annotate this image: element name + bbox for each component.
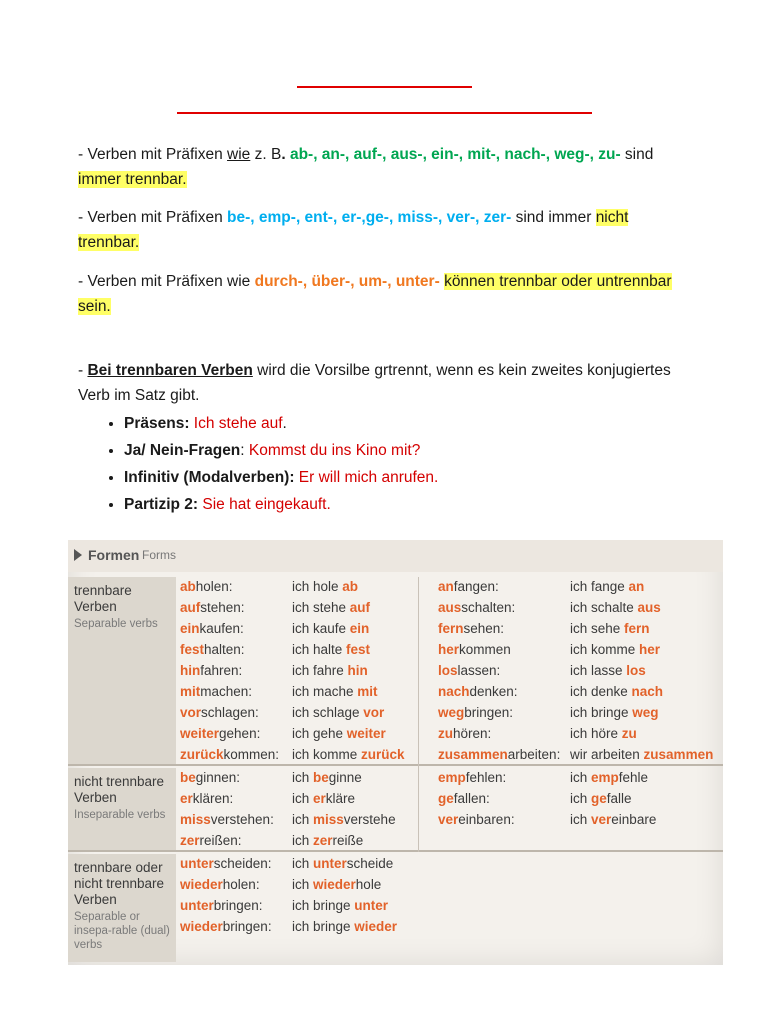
- verb-left: zerreißen:: [180, 833, 242, 848]
- conjugation-left: ich hole ab: [292, 579, 359, 594]
- conjugation-left: ich beginne: [292, 770, 362, 785]
- verb-right: zusammenarbeiten:: [438, 747, 561, 762]
- verb-left: vorschlagen:: [180, 705, 259, 720]
- title-line-short: [297, 86, 472, 88]
- verb-right: nachdenken:: [438, 684, 518, 699]
- highlight-never-separable: nicht trennbar.: [78, 209, 629, 251]
- verb-right: herkommen: [438, 642, 511, 657]
- conjugation-right: ich fange an: [570, 579, 645, 594]
- verb-right: gefallen:: [438, 791, 490, 806]
- separable-intro: - Bei trennbaren Verben wird die Vorsilbe grtrennt, wenn es kein zweites konjugiertes Verb im Satz gibt.: [78, 362, 671, 404]
- conjugation-right: ich empfehle: [570, 770, 649, 785]
- conjugation-right: ich sehe fern: [570, 621, 650, 636]
- bullet-infinitive: • Infinitiv (Modalverben): Er will mich anrufen.: [124, 464, 684, 491]
- bullet-questions: • Ja/ Nein-Fragen: Kommst du ins Kino mit?: [124, 437, 684, 464]
- conjugation-right: ich komme her: [570, 642, 661, 657]
- conjugation-right: ich bringe weg: [570, 705, 659, 720]
- section-divider: [68, 850, 723, 852]
- verb-left: mitmachen:: [180, 684, 253, 699]
- verb-right: fernsehen:: [438, 621, 505, 636]
- verb-left: beginnen:: [180, 770, 241, 785]
- column-divider: [418, 577, 419, 852]
- table-subtitle: Forms: [142, 548, 176, 562]
- verb-left: zurückkommen:: [180, 747, 280, 762]
- conjugation-left: ich stehe auf: [292, 600, 371, 615]
- section-divider: [68, 764, 723, 766]
- section-label: trennbare Verben Separable verbs: [68, 577, 176, 765]
- bullet-praesens: • Präsens: Ich stehe auf.: [124, 410, 684, 437]
- highlight-dual: können trennbar oder untrennbar sein.: [78, 273, 672, 315]
- table-header: [68, 540, 723, 572]
- section-label: nicht trennbare Verben Inseparable verbs: [68, 768, 176, 852]
- conjugation-left: ich kaufe ein: [292, 621, 370, 636]
- conjugation-left: ich gehe weiter: [292, 726, 386, 741]
- conjugation-right: ich denke nach: [570, 684, 664, 699]
- verb-left: weitergehen:: [180, 726, 261, 741]
- conjugation-left: ich bringe unter: [292, 898, 389, 913]
- conjugation-right: ich vereinbare: [570, 812, 657, 827]
- verb-left: hinfahren:: [180, 663, 243, 678]
- conjugation-left: ich erkläre: [292, 791, 356, 806]
- verb-right: zuhören:: [438, 726, 492, 741]
- verb-left: abholen:: [180, 579, 233, 594]
- conjugation-right: ich schalte aus: [570, 600, 661, 615]
- section-label: trennbare oder nicht trennbare Verben Separable or insepa-rable (dual) verbs: [68, 854, 176, 962]
- verb-right: vereinbaren:: [438, 812, 515, 827]
- verb-right: ausschalten:: [438, 600, 516, 615]
- inseparable-prefixes: be-, emp-, ent-, er-,ge-, miss-, ver-, zer-: [227, 209, 512, 226]
- conjugation-left: ich schlage vor: [292, 705, 385, 720]
- conjugation-left: ich mache mit: [292, 684, 378, 699]
- separable-prefixes: ab-, an-, auf-, aus-, ein-, mit-, nach-, weg-, zu-: [285, 146, 621, 163]
- rule-separable: - Verben mit Präfixen wie z. B. ab-, an-, auf-, aus-, ein-, mit-, nach-, weg-, zu- sind immer trennbar.: [78, 146, 654, 188]
- verb-right: loslassen:: [438, 663, 501, 678]
- title-line-long: [177, 112, 592, 114]
- dual-prefixes: durch-, über-, um-, unter-: [254, 273, 440, 290]
- verb-right: wegbringen:: [438, 705, 514, 720]
- verb-left: aufstehen:: [180, 600, 245, 615]
- rule-dual: - Verben mit Präfixen wie durch-, über-, um-, unter- können trennbar oder untrennbar sein.: [78, 273, 672, 315]
- conjugation-left: ich unterscheide: [292, 856, 394, 871]
- conjugation-left: ich komme zurück: [292, 747, 405, 762]
- verb-left: wiederholen:: [180, 877, 260, 892]
- verb-right: empfehlen:: [438, 770, 507, 785]
- verb-left: einkaufen:: [180, 621, 244, 636]
- usage-bullets: [100, 410, 684, 518]
- conjugation-left: ich halte fest: [292, 642, 371, 657]
- verb-left: unterbringen:: [180, 898, 263, 913]
- conjugation-left: ich wiederhole: [292, 877, 382, 892]
- bullet-participle: • Partizip 2: Sie hat eingekauft.: [124, 491, 684, 518]
- verb-left: unterscheiden:: [180, 856, 272, 871]
- conjugation-left: ich zerreiße: [292, 833, 364, 848]
- verb-left: wiederbringen:: [180, 919, 272, 934]
- verb-left: missverstehen:: [180, 812, 274, 827]
- conjugation-right: ich lasse los: [570, 663, 646, 678]
- conjugation-right: wir arbeiten zusammen: [570, 747, 714, 762]
- conjugation-left: ich bringe wieder: [292, 919, 398, 934]
- conjugation-left: ich fahre hin: [292, 663, 368, 678]
- rule-inseparable: - Verben mit Präfixen be-, emp-, ent-, er-,ge-, miss-, ver-, zer- sind immer nicht trennbar.: [78, 209, 629, 251]
- verb-left: erklären:: [180, 791, 234, 806]
- highlight-always-separable: immer trennbar.: [78, 171, 187, 188]
- conjugation-right: ich höre zu: [570, 726, 637, 741]
- conjugation-left: ich missverstehe: [292, 812, 396, 827]
- table-title: Formen: [88, 547, 140, 563]
- conjugation-right: ich gefalle: [570, 791, 632, 806]
- triangle-icon: [74, 549, 82, 561]
- verb-left: festhalten:: [180, 642, 245, 657]
- formen-table: [68, 540, 723, 965]
- verb-right: anfangen:: [438, 579, 499, 594]
